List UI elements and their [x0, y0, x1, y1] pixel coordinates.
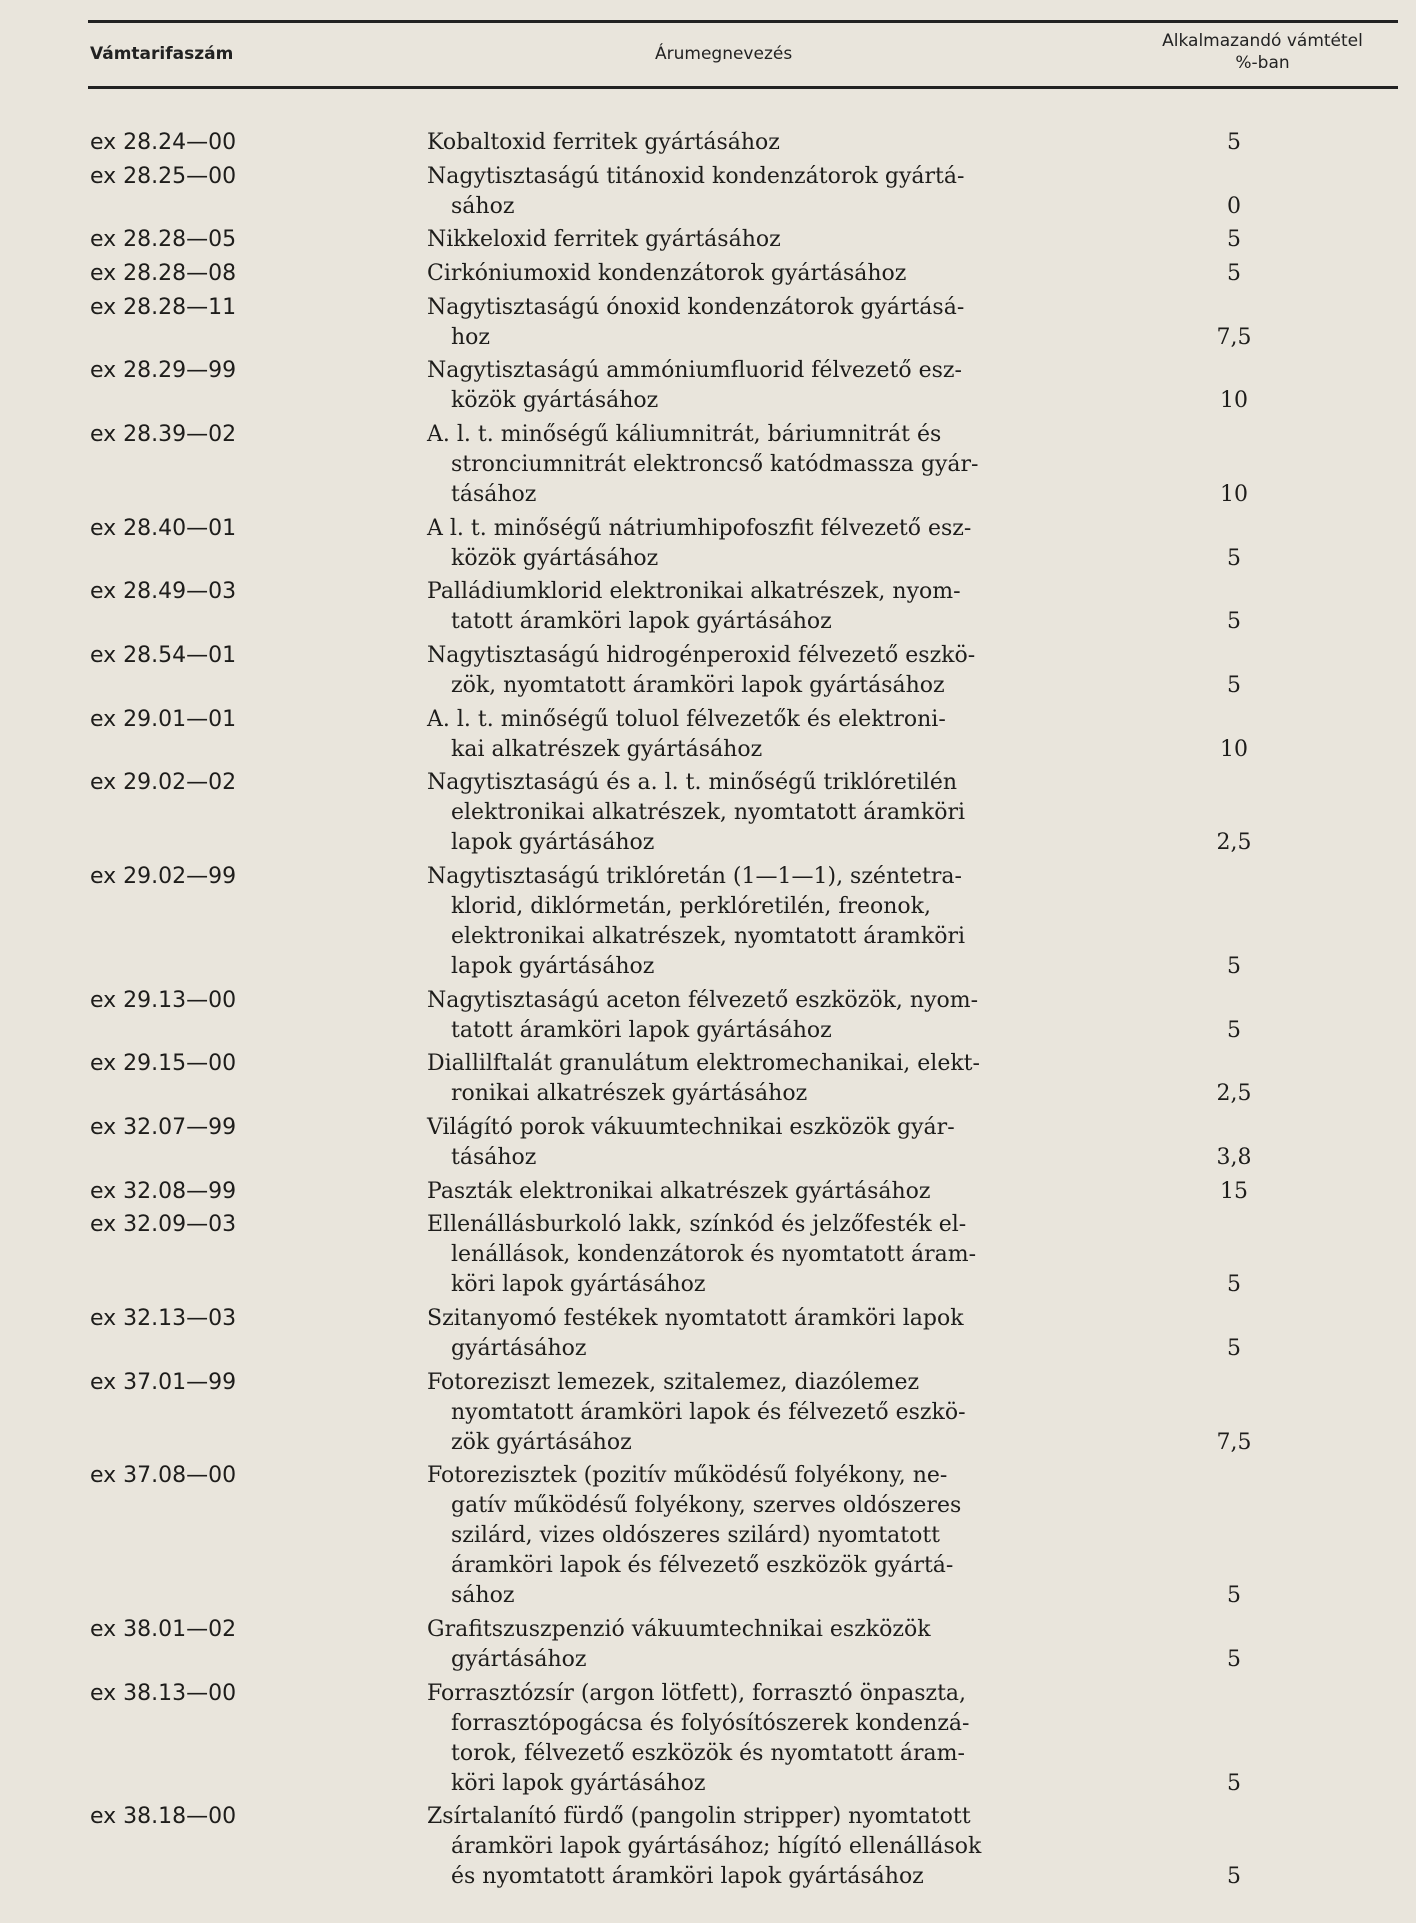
description-line: Nikkeloxid ferritek gyártásához: [427, 227, 781, 253]
tariff-code: ex 28.25—00: [90, 163, 237, 189]
description-line: hoz: [451, 324, 491, 350]
description-line: Nagytisztaságú hidrogénperoxid félvezető eszkö-: [427, 643, 976, 669]
goods-description: [427, 1177, 1082, 1207]
tariff-code: ex 28.24—00: [90, 130, 237, 155]
header-goods-description: Árumegnevezés: [655, 44, 793, 64]
tariff-code: ex 29.15—00: [90, 1051, 237, 1077]
duty-rate: 5: [1227, 609, 1241, 635]
duty-rate: 0: [1227, 193, 1241, 219]
tariff-code: ex 32.08—99: [90, 1178, 237, 1204]
description-line: szilárd, vizes oldószeres szilárd) nyomtatott: [451, 1523, 941, 1549]
description-line: sához: [451, 1583, 515, 1609]
description-line: torok, félvezető eszközök és nyomtatott áram-: [451, 1740, 965, 1766]
goods-description: [427, 1210, 1082, 1300]
duty-rate: 5: [1227, 1017, 1241, 1043]
goods-description: [427, 162, 1082, 222]
goods-description: [427, 128, 1082, 158]
description-line: nyomtatott áramköri lapok és félvezető eszkö-: [451, 1399, 966, 1425]
tariff-code: ex 38.18—00: [90, 1804, 237, 1830]
duty-rate: 5: [1227, 673, 1241, 699]
description-line: klorid, diklórmetán, perklóretilén, freonok,: [451, 894, 931, 920]
duty-rate: 5: [1227, 1864, 1241, 1890]
description-line: Kobaltoxid ferritek gyártásához: [427, 130, 780, 155]
duty-rate: 2,5: [1216, 830, 1252, 856]
header-bottom-rule: [88, 86, 1398, 89]
description-line: elektronikai alkatrészek, nyomtatott áramköri: [451, 800, 966, 826]
duty-rate: 5: [1227, 1336, 1241, 1362]
tariff-code: ex 32.09—03: [90, 1212, 237, 1238]
duty-rate: 5: [1227, 227, 1241, 253]
tariff-code: ex 32.13—03: [90, 1306, 237, 1332]
goods-description: [427, 986, 1082, 1046]
goods-description: [427, 1461, 1082, 1611]
description-line: stronciumnitrát elektroncső katódmassza gyár-: [451, 452, 979, 478]
duty-rate: 5: [1227, 1583, 1241, 1609]
tariff-code: ex 28.39—02: [90, 422, 237, 448]
description-line: lenállások, kondenzátorok és nyomtatott áram-: [451, 1242, 977, 1268]
header-duty-rate-line2: %-ban: [1235, 53, 1290, 73]
description-line: Fotorezisztek (pozitív működésű folyékony, ne-: [427, 1463, 948, 1489]
tariff-code: ex 28.28—11: [90, 294, 237, 320]
duty-rate: 10: [1220, 736, 1248, 762]
duty-rate: 15: [1220, 1178, 1248, 1204]
goods-description: [427, 641, 1082, 701]
goods-description: [427, 1113, 1082, 1173]
goods-description: [427, 420, 1082, 510]
goods-description: [427, 1304, 1082, 1364]
description-line: közök gyártásához: [451, 388, 659, 414]
goods-description: [427, 514, 1082, 574]
duty-rate: 3,8: [1216, 1145, 1252, 1171]
goods-description: [427, 705, 1082, 765]
description-line: tásához: [451, 482, 537, 508]
tariff-code: ex 32.07—99: [90, 1115, 237, 1141]
description-line: ronikai alkatrészek gyártásához: [451, 1081, 808, 1107]
description-line: gatív működésű folyékony, szerves oldószeres: [451, 1493, 962, 1519]
tariff-code: ex 28.40—01: [90, 515, 237, 541]
duty-rate: 7,5: [1216, 324, 1252, 350]
description-line: gyártásához: [451, 1336, 587, 1362]
duty-rate: 5: [1227, 261, 1241, 286]
tariff-code: ex 28.29—99: [90, 358, 237, 384]
tariff-code: ex 29.13—00: [90, 987, 237, 1013]
description-line: Fotoreziszt lemezek, szitalemez, diazólemez: [427, 1369, 920, 1395]
duty-rate: 5: [1227, 1770, 1241, 1796]
description-line: forrasztópogácsa és folyósítószerek kondenzá-: [451, 1710, 970, 1736]
description-line: lapok gyártásához: [451, 830, 655, 856]
tariff-code: ex 29.01—01: [90, 706, 237, 732]
description-line: Palládiumklorid elektronikai alkatrészek, nyom-: [427, 579, 961, 605]
duty-rate: 5: [1227, 1647, 1241, 1673]
goods-description: [427, 1679, 1082, 1799]
description-line: zök, nyomtatott áramköri lapok gyártásához: [451, 673, 945, 699]
tariff-code: ex 28.49—03: [90, 579, 237, 605]
description-line: A. l. t. minőségű káliumnitrát, báriumnitrát és: [427, 422, 942, 448]
description-line: Nagytisztaságú titánoxid kondenzátorok gyártá-: [427, 163, 965, 189]
goods-description: [427, 577, 1082, 637]
goods-description: [427, 1049, 1082, 1109]
goods-description: [427, 225, 1082, 255]
description-line: Diallilftalát granulátum elektromechanikai, elekt-: [427, 1051, 980, 1077]
duty-rate: 5: [1227, 1272, 1241, 1298]
description-line: gyártásához: [451, 1647, 587, 1673]
tariff-code: ex 37.01—99: [90, 1369, 237, 1395]
description-line: Paszták elektronikai alkatrészek gyártásához: [427, 1178, 931, 1204]
goods-description: [427, 293, 1082, 353]
goods-description: [427, 259, 1082, 289]
description-line: Nagytisztaságú aceton félvezető eszközök, nyom-: [427, 987, 979, 1013]
description-line: Forrasztózsír (argon lötfett), forrasztó önpaszta,: [427, 1680, 967, 1706]
description-line: Grafitszuszpenzió vákuumtechnikai eszközök: [427, 1617, 931, 1643]
duty-rate: 5: [1227, 545, 1241, 571]
duty-rate: 10: [1220, 388, 1248, 414]
header-duty-rate-line1: Alkalmazandó vámtétel: [1162, 31, 1363, 51]
goods-description: [427, 1615, 1082, 1675]
goods-description: [427, 862, 1082, 982]
tariff-code: ex 38.01—02: [90, 1617, 237, 1643]
description-line: Cirkóniumoxid kondenzátorok gyártásához: [427, 261, 907, 286]
goods-description: [427, 768, 1082, 858]
description-line: Világító porok vákuumtechnikai eszközök gyár-: [427, 1115, 955, 1141]
description-line: Nagytisztaságú triklóretán (1—1—1), széntetra-: [427, 864, 962, 890]
description-line: és nyomtatott áramköri lapok gyártásához: [451, 1864, 924, 1890]
description-line: elektronikai alkatrészek, nyomtatott áramköri: [451, 924, 966, 950]
description-line: tatott áramköri lapok gyártásához: [451, 1017, 832, 1043]
description-line: köri lapok gyártásához: [451, 1272, 706, 1298]
description-line: A. l. t. minőségű toluol félvezetők és elektroni-: [427, 706, 946, 732]
description-line: Nagytisztaságú és a. l. t. minőségű triklóretilén: [427, 770, 958, 796]
description-line: sához: [451, 193, 515, 219]
description-line: lapok gyártásához: [451, 954, 655, 980]
duty-rate: 5: [1227, 954, 1241, 980]
description-line: tatott áramköri lapok gyártásához: [451, 609, 832, 635]
description-line: áramköri lapok gyártásához; hígító ellenállások: [451, 1834, 982, 1860]
tariff-code: ex 28.28—05: [90, 227, 237, 253]
description-line: kai alkatrészek gyártásához: [451, 736, 763, 762]
duty-rate: 10: [1220, 482, 1248, 508]
tariff-code: ex 29.02—02: [90, 770, 237, 796]
description-line: Ellenállásburkoló lakk, színkód és jelzőfesték el-: [427, 1212, 967, 1238]
goods-description: [427, 356, 1082, 416]
description-line: tásához: [451, 1145, 537, 1171]
tariff-code: ex 29.02—99: [90, 864, 237, 890]
tariff-code: ex 28.28—08: [90, 261, 237, 286]
goods-description: [427, 1368, 1082, 1458]
header-duty-rate: [1125, 30, 1400, 74]
tariff-code: ex 38.13—00: [90, 1680, 237, 1706]
duty-rate: 2,5: [1216, 1081, 1252, 1107]
description-line: Nagytisztaságú ónoxid kondenzátorok gyártásá-: [427, 294, 965, 320]
description-line: köri lapok gyártásához: [451, 1770, 706, 1796]
description-line: Zsírtalanító fürdő (pangolin stripper) nyomtatott: [427, 1804, 971, 1830]
description-line: Nagytisztaságú ammóniumfluorid félvezető esz-: [427, 358, 962, 384]
header-top-rule: [88, 20, 1398, 23]
goods-description: [427, 1802, 1082, 1892]
description-line: közök gyártásához: [451, 545, 659, 571]
description-line: A l. t. minőségű nátriumhipofoszfit félvezető esz-: [427, 515, 972, 541]
header-tariff-number: Vámtarifaszám: [90, 44, 234, 64]
duty-rate: 7,5: [1216, 1429, 1252, 1455]
description-line: zök gyártásához: [451, 1429, 632, 1455]
tariff-code: ex 28.54—01: [90, 643, 237, 669]
tariff-code: ex 37.08—00: [90, 1463, 237, 1489]
description-line: áramköri lapok és félvezető eszközök gyártá-: [451, 1553, 954, 1579]
description-line: Szitanyomó festékek nyomtatott áramköri lapok: [427, 1306, 964, 1332]
duty-rate: 5: [1227, 130, 1241, 155]
